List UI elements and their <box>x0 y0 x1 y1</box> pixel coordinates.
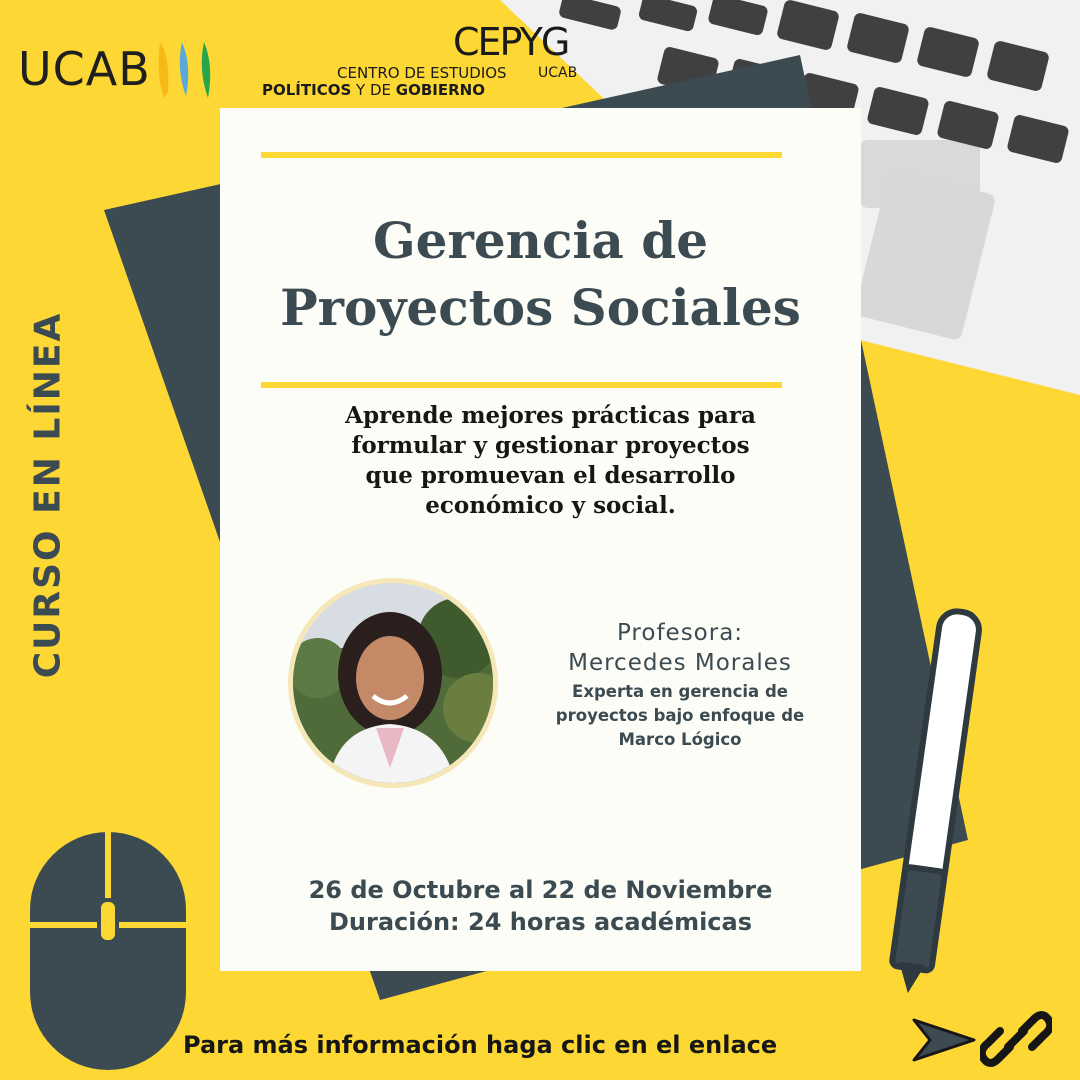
cepyg-name-line1: CENTRO DE ESTUDIOS <box>337 64 507 82</box>
arrow-icon[interactable] <box>910 1016 978 1064</box>
course-dates: 26 de Octubre al 22 de Noviembre <box>308 876 773 904</box>
side-label-wrapper <box>26 300 70 690</box>
course-description-line: que promuevan el desarrollo <box>365 462 736 489</box>
cepyg-logo-sub: UCAB <box>538 65 578 81</box>
ucab-logo-text: UCAB <box>18 42 151 96</box>
teacher-photo <box>288 578 498 788</box>
cepyg-logo-text: CEPYG <box>453 20 569 64</box>
divider-bottom <box>261 382 782 388</box>
link-chain-icon[interactable] <box>980 1003 1052 1075</box>
more-info-link-text[interactable]: Para más información haga clic en el enlace <box>183 1031 778 1059</box>
computer-mouse-icon <box>30 832 186 1070</box>
course-description-line: formular y gestionar proyectos <box>351 432 750 459</box>
teacher-portrait-icon <box>288 578 498 788</box>
teacher-name: Mercedes Morales <box>568 650 792 676</box>
course-description-line: económico y social. <box>425 492 676 519</box>
cepyg-name-line2 <box>262 81 485 99</box>
course-duration: Duración: 24 horas académicas <box>328 908 753 936</box>
cepyg-name-bold2: GOBIERNO <box>395 81 485 99</box>
teacher-bio-line: Experta en gerencia de <box>572 682 788 701</box>
course-description-line: Aprende mejores prácticas para <box>345 402 756 429</box>
cepyg-name-rest: Y DE <box>351 81 396 99</box>
course-title-line1: Gerencia de <box>372 211 709 270</box>
course-card <box>220 108 861 971</box>
cepyg-name-bold: POLÍTICOS <box>262 81 352 99</box>
teacher-bio-line: Marco Lógico <box>618 730 742 749</box>
teacher-role: Profesora: <box>616 620 744 646</box>
course-title-line2: Proyectos Sociales <box>280 278 801 337</box>
side-label: CURSO EN LÍNEA <box>27 311 69 679</box>
ucab-logo-mark-icon <box>152 36 224 102</box>
divider-top <box>261 152 782 158</box>
teacher-bio-line: proyectos bajo enfoque de <box>555 706 805 725</box>
